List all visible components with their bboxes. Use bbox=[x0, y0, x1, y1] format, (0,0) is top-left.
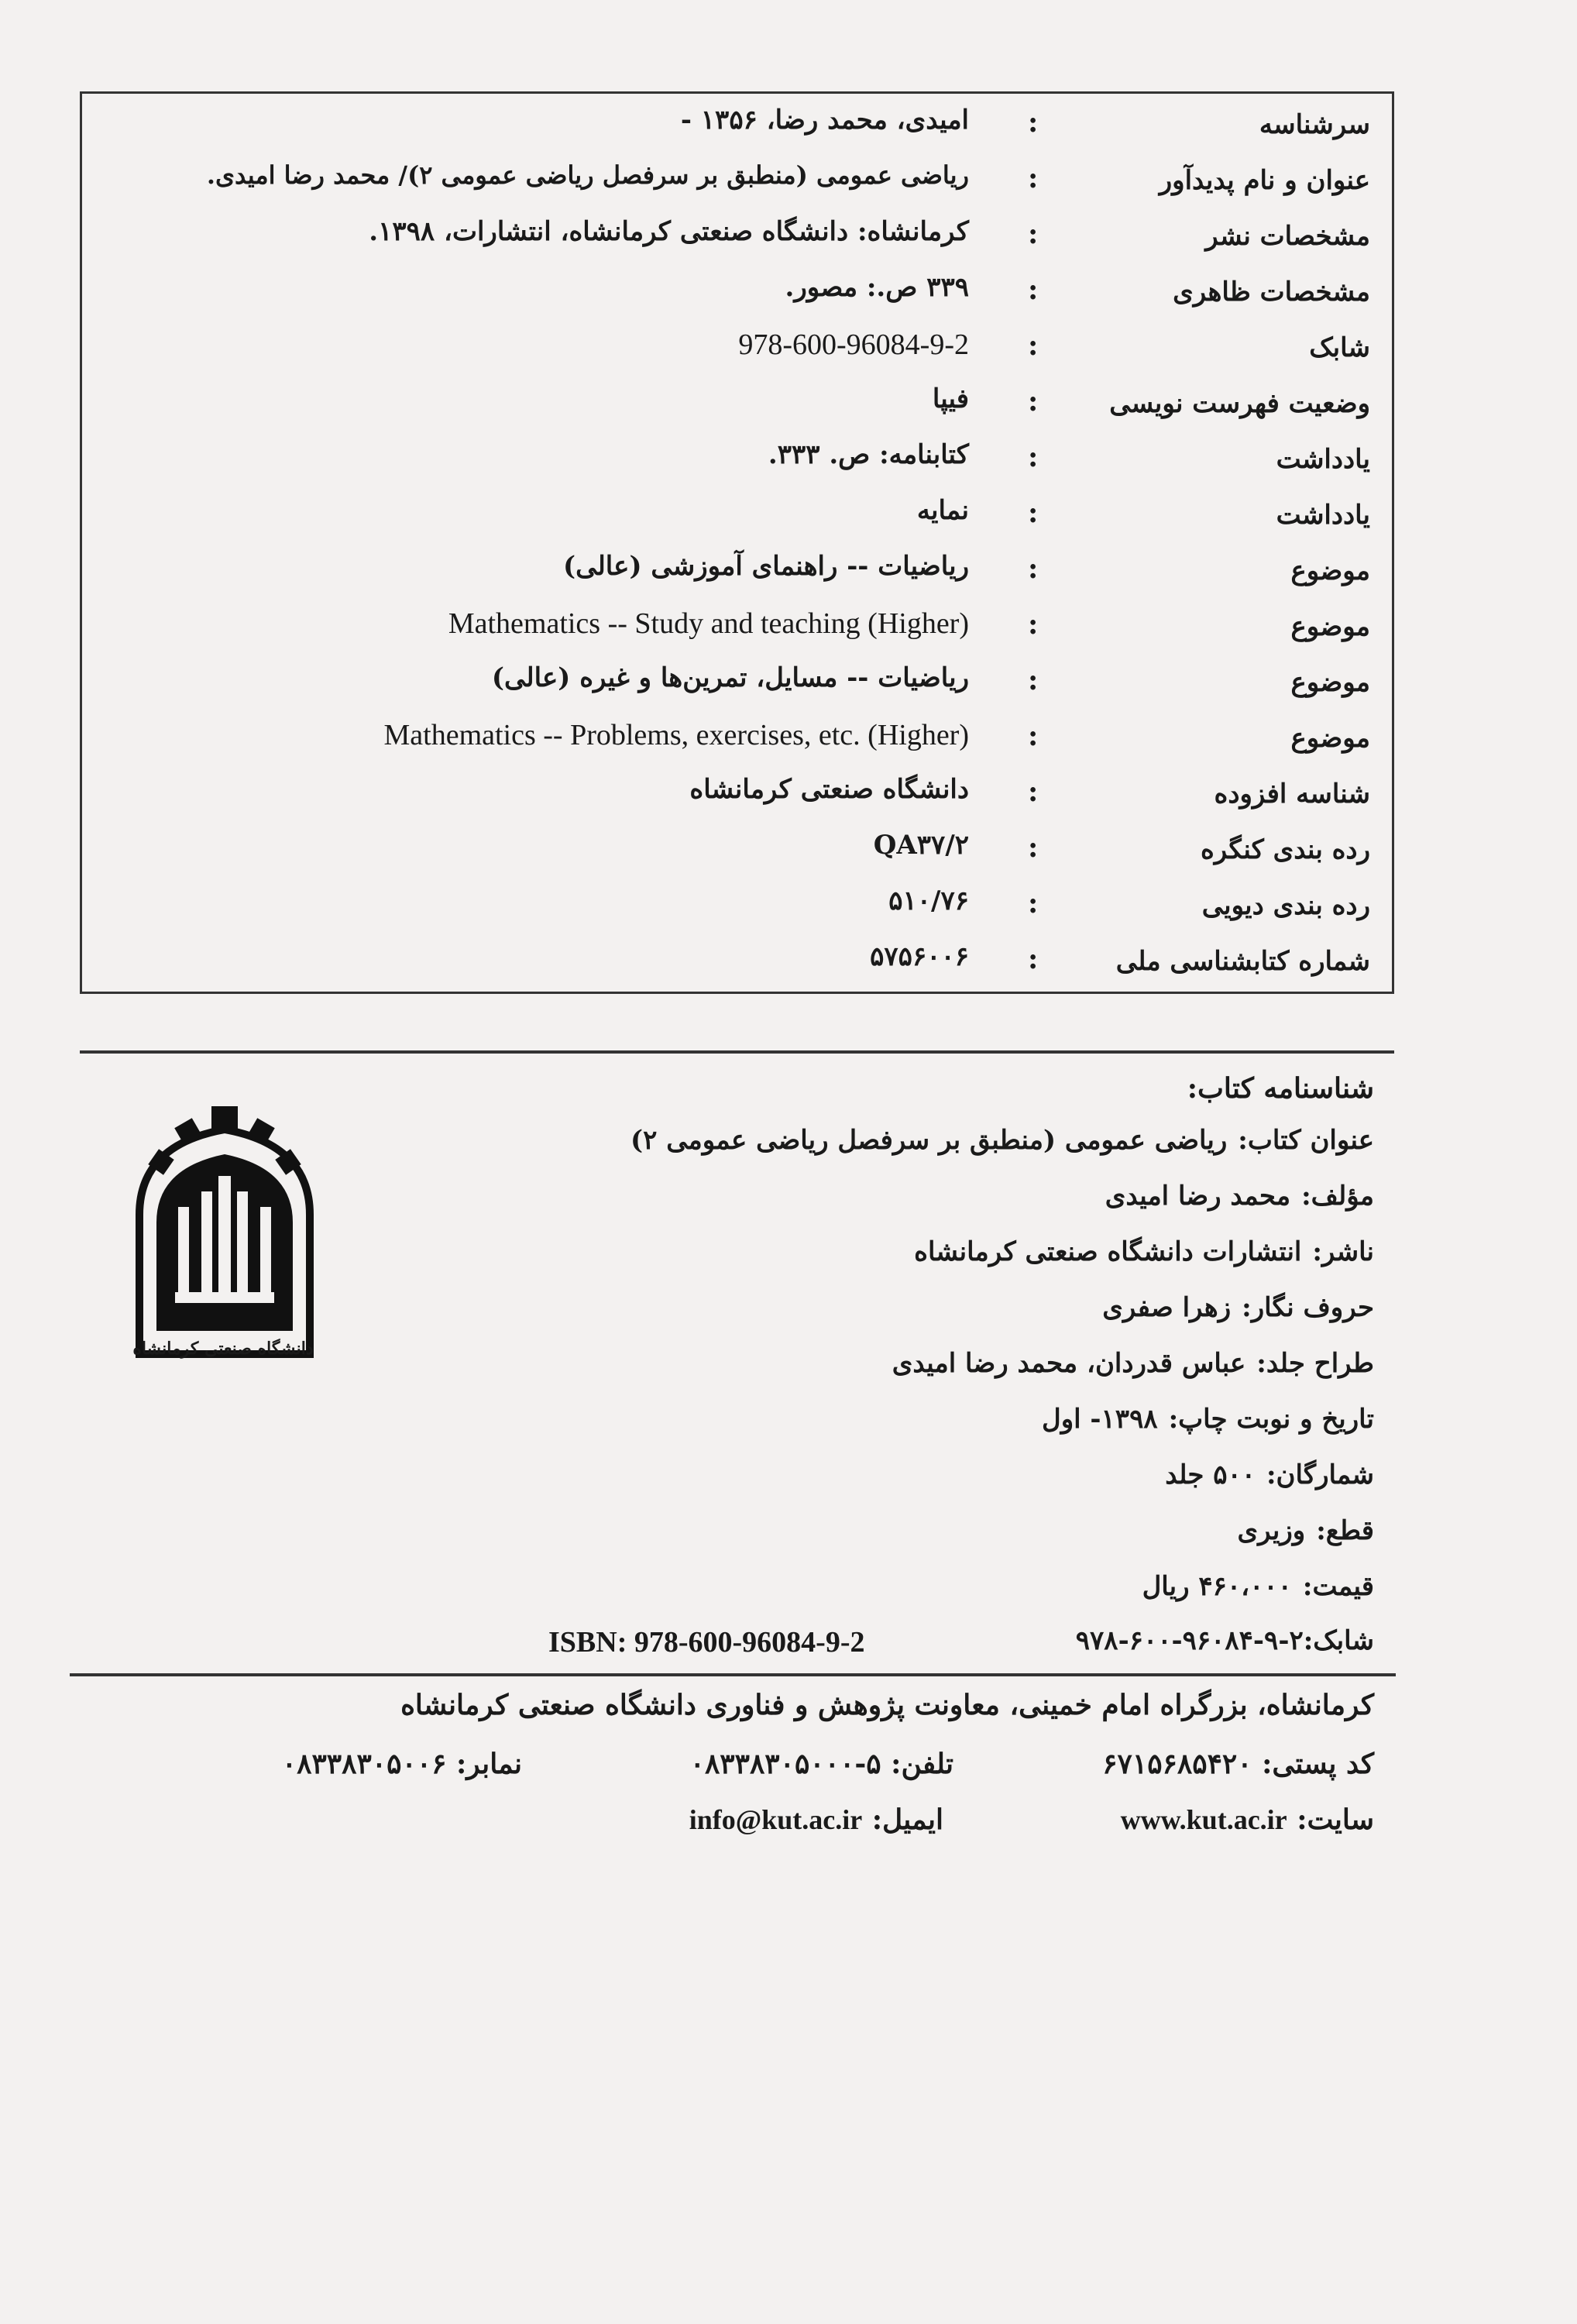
book-info-key: ناشر: bbox=[1312, 1236, 1374, 1267]
cip-value: Mathematics -- Problems, exercises, etc. (Higher) bbox=[383, 719, 969, 751]
site-label: سایت: bbox=[1297, 1803, 1374, 1836]
cip-row bbox=[82, 884, 1392, 940]
book-info-key: عنوان کتاب: bbox=[1238, 1125, 1374, 1156]
cip-row bbox=[82, 326, 1392, 382]
cip-row bbox=[82, 828, 1392, 884]
book-info-value: وزیری bbox=[1237, 1515, 1306, 1546]
isbn-persian: شابک:۲-۹-۹۶۰۸۴-۶۰۰-۹۷۸ bbox=[1075, 1625, 1374, 1656]
cip-row bbox=[82, 717, 1392, 772]
postal-label: کد پستی: bbox=[1262, 1748, 1374, 1780]
cip-value: ریاضیات -- راهنمای آموزشی (عالی) bbox=[563, 551, 969, 582]
cip-label: موضوع bbox=[1290, 667, 1370, 698]
phone-label: تلفن: bbox=[891, 1748, 953, 1780]
cip-row bbox=[82, 493, 1392, 549]
phone bbox=[690, 1748, 953, 1780]
cip-colon: : bbox=[1028, 218, 1039, 250]
cip-value: دانشگاه صنعتی کرمانشاه bbox=[689, 774, 969, 805]
cip-colon: : bbox=[1028, 441, 1039, 473]
email-label: ایمیل: bbox=[871, 1803, 943, 1836]
cip-colon: : bbox=[1028, 887, 1039, 920]
book-info-key: مؤلف: bbox=[1301, 1181, 1374, 1212]
cip-label: عنوان و نام پدیدآور bbox=[1159, 165, 1370, 196]
website bbox=[1121, 1803, 1374, 1836]
book-info-row bbox=[1238, 1515, 1374, 1562]
cip-value: فیپا bbox=[932, 383, 969, 414]
book-info-row bbox=[914, 1236, 1374, 1283]
cip-value: امیدی، محمد رضا، ۱۳۵۶ - bbox=[680, 105, 969, 136]
university-emblem-icon bbox=[124, 1098, 325, 1362]
cip-label: وضعیت فهرست نویسی bbox=[1109, 388, 1370, 419]
cip-value: ۵۱۰/۷۶ bbox=[888, 885, 969, 916]
cip-row bbox=[82, 549, 1392, 605]
cip-colon: : bbox=[1028, 608, 1039, 641]
book-info-row bbox=[1165, 1459, 1374, 1506]
cip-row bbox=[82, 159, 1392, 215]
cip-label: سرشناسه bbox=[1259, 109, 1370, 140]
cip-row bbox=[82, 438, 1392, 493]
cip-value: ریاضیات -- مسایل، تمرین‌ها و غیره (عالی) bbox=[491, 662, 969, 693]
cip-value: کرمانشاه: دانشگاه صنعتی کرمانشاه، انتشارات، ۱۳۹۸. bbox=[369, 216, 969, 247]
book-info-value: ۴۶۰،۰۰۰ ریال bbox=[1142, 1571, 1292, 1602]
cip-row bbox=[82, 215, 1392, 270]
book-info-row bbox=[1102, 1292, 1374, 1339]
cip-value: کتابنامه: ص. ۳۳۳. bbox=[768, 439, 969, 470]
cip-label: یادداشت bbox=[1276, 444, 1370, 475]
cip-colon: : bbox=[1028, 664, 1039, 696]
book-info-row bbox=[1142, 1571, 1374, 1618]
phone-value: ۵-۰۸۳۳۸۳۰۵۰۰۰ bbox=[689, 1748, 881, 1780]
book-info-value: عباس قدردان، محمد رضا امیدی bbox=[892, 1348, 1246, 1379]
postal-value: ۶۷۱۵۶۸۵۴۲۰ bbox=[1102, 1748, 1252, 1780]
book-info-value: ریاضی عمومی (منطبق بر سرفصل ریاضی عمومی ۲) bbox=[630, 1125, 1228, 1156]
cip-colon: : bbox=[1028, 775, 1039, 808]
book-info-key: تاریخ و نوبت چاپ: bbox=[1168, 1404, 1374, 1435]
book-info-row bbox=[1042, 1404, 1374, 1450]
cip-label: موضوع bbox=[1290, 555, 1370, 586]
cip-colon: : bbox=[1028, 720, 1039, 752]
cip-colon: : bbox=[1028, 943, 1039, 975]
cip-colon: : bbox=[1028, 831, 1039, 864]
cip-label: شابک bbox=[1309, 332, 1370, 363]
cip-row bbox=[82, 661, 1392, 717]
postal-code bbox=[1102, 1748, 1374, 1780]
book-info-value: انتشارات دانشگاه صنعتی کرمانشاه bbox=[914, 1236, 1302, 1267]
isbn-english: ISBN: 978-600-96084-9-2 bbox=[548, 1626, 865, 1659]
divider bbox=[80, 1050, 1394, 1054]
email-link[interactable]: info@kut.ac.ir bbox=[689, 1804, 863, 1835]
cip-label: شناسه افزوده bbox=[1214, 779, 1370, 810]
cip-value: 978-600-96084-9-2 bbox=[738, 328, 969, 361]
cip-colon: : bbox=[1028, 385, 1039, 418]
cip-colon: : bbox=[1028, 497, 1039, 529]
site-link[interactable]: www.kut.ac.ir bbox=[1120, 1804, 1287, 1835]
book-info-key: شمارگان: bbox=[1266, 1459, 1374, 1490]
cip-row bbox=[82, 103, 1392, 159]
fax bbox=[282, 1748, 522, 1780]
cip-row bbox=[82, 605, 1392, 661]
cip-label: مشخصات ظاهری bbox=[1173, 277, 1370, 308]
publisher-address: کرمانشاه، بزرگراه امام خمینی، معاونت پژوهش و فناوری دانشگاه صنعتی کرمانشاه bbox=[400, 1689, 1374, 1721]
cip-row bbox=[82, 940, 1392, 995]
cip-value: QA۳۷/۲ bbox=[873, 830, 969, 861]
book-info-key: قیمت: bbox=[1302, 1571, 1374, 1602]
cip-colon: : bbox=[1028, 552, 1039, 585]
cip-value: نمایه bbox=[916, 495, 969, 526]
cip-label: موضوع bbox=[1290, 723, 1370, 754]
cip-colon: : bbox=[1028, 273, 1039, 306]
book-info-row bbox=[1105, 1181, 1374, 1227]
book-info-value: زهرا صفری bbox=[1102, 1292, 1232, 1323]
cip-value: ۵۷۵۶۰۰۶ bbox=[870, 941, 969, 972]
book-info-value: محمد رضا امیدی bbox=[1105, 1181, 1291, 1212]
email bbox=[689, 1803, 943, 1836]
cip-label: شماره کتابشناسی ملی bbox=[1115, 946, 1370, 977]
book-info-key: طراح جلد: bbox=[1256, 1348, 1374, 1379]
fax-label: نمابر: bbox=[456, 1748, 522, 1780]
cip-row bbox=[82, 382, 1392, 438]
cip-colon: : bbox=[1028, 106, 1039, 139]
cip-colon: : bbox=[1028, 329, 1039, 362]
cip-value: Mathematics -- Study and teaching (Higher) bbox=[448, 607, 969, 640]
cip-colon: : bbox=[1028, 162, 1039, 194]
university-name-caption: دانشگاه صنعتی کرمانشاه bbox=[132, 1339, 314, 1359]
isbn-row bbox=[0, 1625, 1577, 1669]
cip-value: ریاضی عمومی (منطبق بر سرفصل ریاضی عمومی ۲)/ محمد رضا امیدی. bbox=[206, 160, 969, 190]
cip-label: رده بندی دیویی bbox=[1201, 890, 1370, 921]
fax-value: ۰۸۳۳۸۳۰۵۰۰۶ bbox=[281, 1748, 447, 1780]
book-info-row bbox=[892, 1348, 1374, 1394]
book-info-value: ۱۳۹۸- اول bbox=[1042, 1404, 1158, 1435]
cip-label: رده بندی کنگره bbox=[1200, 834, 1370, 865]
cip-row bbox=[82, 772, 1392, 828]
cip-label: موضوع bbox=[1290, 611, 1370, 642]
cip-value: ۳۳۹ ص.: مصور. bbox=[785, 272, 969, 303]
book-info-key: حروف نگار: bbox=[1242, 1292, 1374, 1323]
book-info-value: ۵۰۰ جلد bbox=[1165, 1459, 1256, 1490]
divider bbox=[70, 1673, 1396, 1676]
cip-table bbox=[80, 91, 1394, 994]
book-info-heading: شناسنامه کتاب: bbox=[1187, 1072, 1374, 1105]
book-info-key: قطع: bbox=[1316, 1515, 1374, 1546]
book-info-row bbox=[630, 1125, 1374, 1171]
cip-row bbox=[82, 270, 1392, 326]
cip-label: مشخصات نشر bbox=[1205, 221, 1370, 252]
cip-label: یادداشت bbox=[1276, 500, 1370, 531]
